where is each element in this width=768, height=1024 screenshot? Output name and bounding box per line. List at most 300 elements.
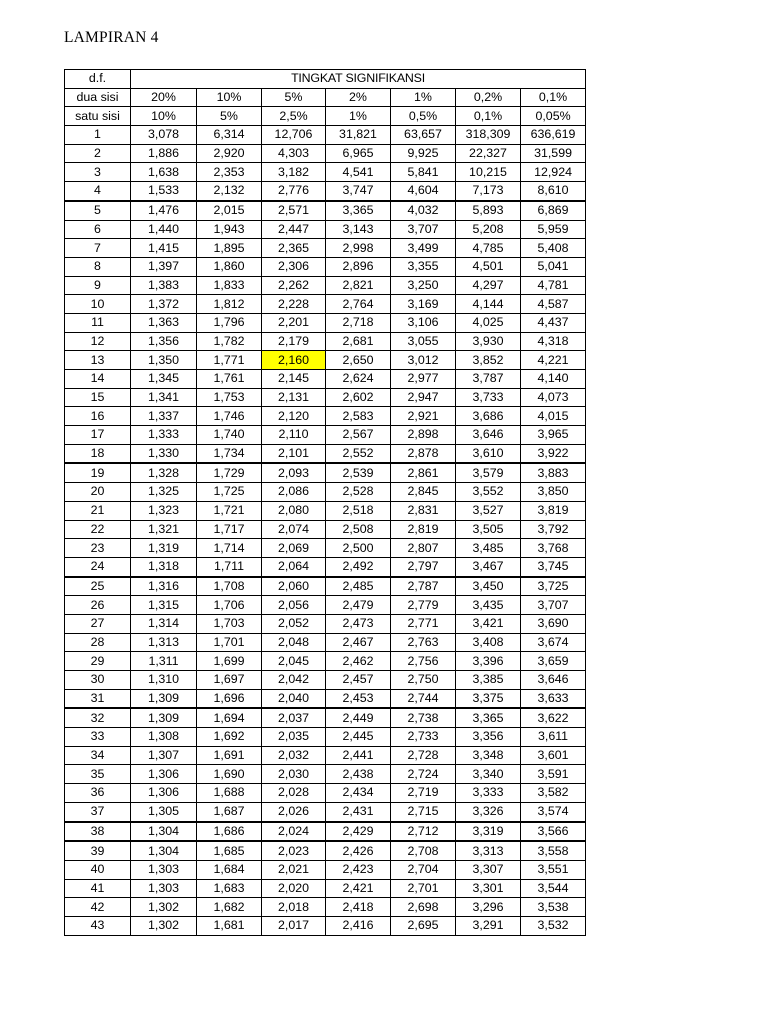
value-cell: 2,898 [391, 426, 456, 445]
value-cell: 4,541 [326, 163, 391, 182]
value-cell: 2,821 [326, 276, 391, 295]
value-cell: 3,707 [521, 596, 586, 615]
value-cell: 1,860 [197, 257, 262, 276]
table-row [65, 144, 586, 163]
value-cell: 1,306 [131, 784, 197, 803]
significance-header: TINGKAT SIGNIFIKANSI [131, 70, 586, 89]
value-cell: 4,221 [521, 351, 586, 370]
value-cell: 4,297 [456, 276, 521, 295]
df-cell: 13 [65, 351, 131, 370]
value-cell: 5,893 [456, 201, 521, 220]
value-cell: 2,787 [391, 577, 456, 596]
value-cell: 2,650 [326, 351, 391, 370]
value-cell: 2,698 [391, 898, 456, 917]
value-cell: 1,330 [131, 444, 197, 463]
value-cell: 2,418 [326, 898, 391, 917]
df-cell: 9 [65, 276, 131, 295]
df-cell: 28 [65, 633, 131, 652]
header-row-title [65, 70, 586, 89]
value-cell: 1,304 [131, 841, 197, 860]
table-row [65, 860, 586, 879]
value-cell: 3,319 [456, 822, 521, 842]
value-cell: 2,040 [262, 689, 326, 708]
value-cell: 2,797 [391, 557, 456, 576]
table-row [65, 163, 586, 182]
df-cell: 23 [65, 539, 131, 558]
table-row [65, 784, 586, 803]
value-cell: 1,886 [131, 144, 197, 163]
value-cell: 1,943 [197, 220, 262, 239]
value-cell: 2,845 [391, 483, 456, 502]
value-cell: 4,587 [521, 295, 586, 314]
two-tail-level: 1% [391, 88, 456, 107]
value-cell: 1,314 [131, 614, 197, 633]
table-row [65, 822, 586, 842]
df-cell: 1 [65, 126, 131, 145]
value-cell: 3,301 [456, 879, 521, 898]
table-row [65, 370, 586, 389]
value-cell: 4,437 [521, 313, 586, 332]
value-cell: 3,527 [456, 501, 521, 520]
t-distribution-table [64, 69, 586, 936]
value-cell: 2,479 [326, 596, 391, 615]
two-tail-level: 0,2% [456, 88, 521, 107]
table-row [65, 520, 586, 539]
value-cell: 2,365 [262, 239, 326, 258]
value-cell: 2,032 [262, 746, 326, 765]
value-cell: 1,714 [197, 539, 262, 558]
value-cell: 1,734 [197, 444, 262, 463]
table-row [65, 388, 586, 407]
value-cell: 1,316 [131, 577, 197, 596]
value-cell: 1,690 [197, 765, 262, 784]
value-cell: 3,499 [391, 239, 456, 258]
table-row [65, 708, 586, 727]
value-cell: 4,025 [456, 313, 521, 332]
value-cell: 1,761 [197, 370, 262, 389]
table-row [65, 765, 586, 784]
value-cell: 2,977 [391, 370, 456, 389]
value-cell: 2,500 [326, 539, 391, 558]
value-cell: 3,659 [521, 652, 586, 671]
value-cell: 3,291 [456, 916, 521, 935]
value-cell: 2,602 [326, 388, 391, 407]
table-row [65, 276, 586, 295]
value-cell: 12,706 [262, 126, 326, 145]
table-row [65, 577, 586, 596]
value-cell: 2,026 [262, 802, 326, 821]
value-cell: 1,721 [197, 501, 262, 520]
value-cell: 6,965 [326, 144, 391, 163]
value-cell: 2,695 [391, 916, 456, 935]
value-cell: 2,861 [391, 463, 456, 482]
value-cell: 3,485 [456, 539, 521, 558]
value-cell: 3,610 [456, 444, 521, 463]
value-cell: 1,725 [197, 483, 262, 502]
value-cell: 2,920 [197, 144, 262, 163]
value-cell: 1,638 [131, 163, 197, 182]
value-cell: 2,771 [391, 614, 456, 633]
value-cell: 3,106 [391, 313, 456, 332]
value-cell: 2,074 [262, 520, 326, 539]
value-cell: 1,310 [131, 671, 197, 690]
value-cell: 4,501 [456, 257, 521, 276]
df-cell: 11 [65, 313, 131, 332]
one-tail-level: 0,05% [521, 107, 586, 126]
value-cell: 1,740 [197, 426, 262, 445]
value-cell: 2,701 [391, 879, 456, 898]
df-cell: 38 [65, 822, 131, 842]
value-cell: 3,922 [521, 444, 586, 463]
value-cell: 1,533 [131, 182, 197, 201]
value-cell: 3,326 [456, 802, 521, 821]
value-cell: 1,703 [197, 614, 262, 633]
value-cell: 1,782 [197, 332, 262, 351]
value-cell: 2,179 [262, 332, 326, 351]
value-cell: 1,691 [197, 746, 262, 765]
value-cell: 3,646 [456, 426, 521, 445]
table-row [65, 444, 586, 463]
value-cell: 1,323 [131, 501, 197, 520]
value-cell: 1,305 [131, 802, 197, 821]
value-cell: 2,023 [262, 841, 326, 860]
value-cell: 3,385 [456, 671, 521, 690]
table-row [65, 182, 586, 201]
df-cell: 2 [65, 144, 131, 163]
table-row [65, 257, 586, 276]
value-cell: 2,492 [326, 557, 391, 576]
value-cell: 2,947 [391, 388, 456, 407]
two-tail-level: 10% [197, 88, 262, 107]
value-cell: 3,819 [521, 501, 586, 520]
value-cell: 1,303 [131, 860, 197, 879]
table-row [65, 633, 586, 652]
value-cell: 4,781 [521, 276, 586, 295]
value-cell: 1,681 [197, 916, 262, 935]
value-cell: 3,579 [456, 463, 521, 482]
value-cell: 3,313 [456, 841, 521, 860]
value-cell: 3,787 [456, 370, 521, 389]
df-cell: 8 [65, 257, 131, 276]
value-cell: 1,708 [197, 577, 262, 596]
table-row [65, 313, 586, 332]
value-cell: 2,998 [326, 239, 391, 258]
value-cell: 5,841 [391, 163, 456, 182]
value-cell: 2,431 [326, 802, 391, 821]
value-cell: 4,073 [521, 388, 586, 407]
value-cell: 2,896 [326, 257, 391, 276]
value-cell: 3,408 [456, 633, 521, 652]
table-row [65, 916, 586, 935]
df-cell: 22 [65, 520, 131, 539]
value-cell: 2,426 [326, 841, 391, 860]
value-cell: 2,624 [326, 370, 391, 389]
header-row-two-tail [65, 88, 586, 107]
value-cell: 6,314 [197, 126, 262, 145]
value-cell: 2,708 [391, 841, 456, 860]
value-cell: 1,415 [131, 239, 197, 258]
value-cell: 3,355 [391, 257, 456, 276]
value-cell: 1,319 [131, 539, 197, 558]
df-header: d.f. [65, 70, 131, 89]
value-cell: 3,296 [456, 898, 521, 917]
value-cell: 1,694 [197, 708, 262, 727]
value-cell: 2,718 [326, 313, 391, 332]
value-cell: 2,306 [262, 257, 326, 276]
value-cell: 2,467 [326, 633, 391, 652]
value-cell: 1,397 [131, 257, 197, 276]
value-cell: 1,337 [131, 407, 197, 426]
value-cell: 3,467 [456, 557, 521, 576]
table-body [65, 70, 586, 936]
df-cell: 24 [65, 557, 131, 576]
value-cell: 10,215 [456, 163, 521, 182]
value-cell: 3,646 [521, 671, 586, 690]
value-cell: 2,131 [262, 388, 326, 407]
one-tail-level: 0,1% [456, 107, 521, 126]
value-cell: 1,304 [131, 822, 197, 842]
value-cell: 2,779 [391, 596, 456, 615]
two-tail-level: 5% [262, 88, 326, 107]
value-cell: 2,738 [391, 708, 456, 727]
value-cell: 1,753 [197, 388, 262, 407]
value-cell: 318,309 [456, 126, 521, 145]
value-cell: 2,539 [326, 463, 391, 482]
value-cell: 1,717 [197, 520, 262, 539]
value-cell: 1,303 [131, 879, 197, 898]
df-cell: 26 [65, 596, 131, 615]
value-cell: 2,086 [262, 483, 326, 502]
value-cell: 2,120 [262, 407, 326, 426]
table-row [65, 126, 586, 145]
table-row [65, 239, 586, 258]
value-cell: 2,724 [391, 765, 456, 784]
two-tail-level: 2% [326, 88, 391, 107]
value-cell: 2,018 [262, 898, 326, 917]
table-row [65, 802, 586, 821]
value-cell: 2,449 [326, 708, 391, 727]
table-row [65, 689, 586, 708]
value-cell: 2,819 [391, 520, 456, 539]
value-cell: 2,750 [391, 671, 456, 690]
value-cell: 3,307 [456, 860, 521, 879]
value-cell: 1,306 [131, 765, 197, 784]
value-cell: 2,080 [262, 501, 326, 520]
df-cell: 32 [65, 708, 131, 727]
value-cell: 2,416 [326, 916, 391, 935]
value-cell: 3,375 [456, 689, 521, 708]
value-cell: 1,341 [131, 388, 197, 407]
value-cell: 1,812 [197, 295, 262, 314]
df-cell: 31 [65, 689, 131, 708]
df-cell: 39 [65, 841, 131, 860]
value-cell: 7,173 [456, 182, 521, 201]
value-cell: 2,776 [262, 182, 326, 201]
df-cell: 6 [65, 220, 131, 239]
df-cell: 16 [65, 407, 131, 426]
value-cell: 2,878 [391, 444, 456, 463]
value-cell: 1,697 [197, 671, 262, 690]
header-row-one-tail [65, 107, 586, 126]
value-cell: 2,457 [326, 671, 391, 690]
value-cell: 2,473 [326, 614, 391, 633]
value-cell: 3,883 [521, 463, 586, 482]
value-cell: 2,831 [391, 501, 456, 520]
value-cell: 5,408 [521, 239, 586, 258]
value-cell: 3,356 [456, 728, 521, 747]
value-cell: 3,690 [521, 614, 586, 633]
value-cell: 3,552 [456, 483, 521, 502]
value-cell: 1,895 [197, 239, 262, 258]
value-cell: 3,078 [131, 126, 197, 145]
value-cell: 1,315 [131, 596, 197, 615]
value-cell: 2,453 [326, 689, 391, 708]
table-row [65, 614, 586, 633]
value-cell: 2,571 [262, 201, 326, 220]
value-cell: 1,307 [131, 746, 197, 765]
table-row [65, 426, 586, 445]
table-row [65, 463, 586, 482]
value-cell: 3,558 [521, 841, 586, 860]
value-cell: 4,318 [521, 332, 586, 351]
table-row [65, 295, 586, 314]
table-row [65, 652, 586, 671]
value-cell: 2,353 [197, 163, 262, 182]
value-cell: 2,423 [326, 860, 391, 879]
value-cell: 2,056 [262, 596, 326, 615]
df-cell: 34 [65, 746, 131, 765]
df-cell: 18 [65, 444, 131, 463]
value-cell: 2,021 [262, 860, 326, 879]
value-cell: 1,729 [197, 463, 262, 482]
value-cell: 31,821 [326, 126, 391, 145]
value-cell: 1,311 [131, 652, 197, 671]
table-row [65, 746, 586, 765]
value-cell: 2,429 [326, 822, 391, 842]
value-cell: 2,733 [391, 728, 456, 747]
value-cell: 2,567 [326, 426, 391, 445]
df-cell: 15 [65, 388, 131, 407]
table-row [65, 201, 586, 220]
value-cell: 2,756 [391, 652, 456, 671]
value-cell: 3,421 [456, 614, 521, 633]
value-cell: 1,383 [131, 276, 197, 295]
value-cell: 12,924 [521, 163, 586, 182]
value-cell: 2,015 [197, 201, 262, 220]
df-cell: 41 [65, 879, 131, 898]
df-cell: 36 [65, 784, 131, 803]
page-heading: LAMPIRAN 4 [64, 29, 159, 46]
value-cell: 3,582 [521, 784, 586, 803]
value-cell: 1,699 [197, 652, 262, 671]
df-cell: 4 [65, 182, 131, 201]
df-cell: 21 [65, 501, 131, 520]
value-cell: 2,132 [197, 182, 262, 201]
table-row [65, 220, 586, 239]
df-cell: 20 [65, 483, 131, 502]
value-cell: 3,333 [456, 784, 521, 803]
value-cell: 1,302 [131, 898, 197, 917]
value-cell: 3,745 [521, 557, 586, 576]
value-cell: 2,715 [391, 802, 456, 821]
value-cell: 3,591 [521, 765, 586, 784]
value-cell: 3,850 [521, 483, 586, 502]
value-cell: 3,601 [521, 746, 586, 765]
value-cell: 6,869 [521, 201, 586, 220]
value-cell: 2,024 [262, 822, 326, 842]
value-cell: 2,228 [262, 295, 326, 314]
value-cell: 3,707 [391, 220, 456, 239]
table-row [65, 539, 586, 558]
value-cell: 3,348 [456, 746, 521, 765]
one-tail-level: 10% [131, 107, 197, 126]
one-tail-level: 1% [326, 107, 391, 126]
value-cell: 2,518 [326, 501, 391, 520]
table-row [65, 879, 586, 898]
value-cell: 3,365 [456, 708, 521, 727]
value-cell: 3,725 [521, 577, 586, 596]
table-row [65, 351, 586, 370]
value-cell: 2,145 [262, 370, 326, 389]
value-cell: 2,101 [262, 444, 326, 463]
value-cell: 4,303 [262, 144, 326, 163]
value-cell: 4,785 [456, 239, 521, 258]
df-cell: 19 [65, 463, 131, 482]
value-cell: 3,532 [521, 916, 586, 935]
value-cell: 3,396 [456, 652, 521, 671]
value-cell: 1,363 [131, 313, 197, 332]
value-cell: 1,372 [131, 295, 197, 314]
value-cell: 2,042 [262, 671, 326, 690]
value-cell: 2,807 [391, 539, 456, 558]
value-cell: 2,447 [262, 220, 326, 239]
value-cell: 31,599 [521, 144, 586, 163]
value-cell: 2,060 [262, 577, 326, 596]
value-cell: 2,035 [262, 728, 326, 747]
value-cell: 3,574 [521, 802, 586, 821]
value-cell: 2,030 [262, 765, 326, 784]
value-cell: 3,143 [326, 220, 391, 239]
table-row [65, 483, 586, 502]
df-cell: 30 [65, 671, 131, 690]
df-cell: 7 [65, 239, 131, 258]
value-cell: 2,681 [326, 332, 391, 351]
value-cell: 1,696 [197, 689, 262, 708]
value-cell: 3,633 [521, 689, 586, 708]
value-cell: 2,763 [391, 633, 456, 652]
df-cell: 25 [65, 577, 131, 596]
value-cell: 2,462 [326, 652, 391, 671]
value-cell: 1,833 [197, 276, 262, 295]
value-cell: 3,551 [521, 860, 586, 879]
value-cell: 1,321 [131, 520, 197, 539]
value-cell: 1,313 [131, 633, 197, 652]
value-cell: 2,037 [262, 708, 326, 727]
value-cell: 3,747 [326, 182, 391, 201]
value-cell: 2,712 [391, 822, 456, 842]
value-cell: 2,583 [326, 407, 391, 426]
table-row [65, 728, 586, 747]
value-cell: 1,701 [197, 633, 262, 652]
two-tail-label: dua sisi [65, 88, 131, 107]
value-cell: 1,682 [197, 898, 262, 917]
value-cell: 636,619 [521, 126, 586, 145]
value-cell: 3,622 [521, 708, 586, 727]
value-cell: 3,852 [456, 351, 521, 370]
df-cell: 5 [65, 201, 131, 220]
df-cell: 27 [65, 614, 131, 633]
value-cell: 2,048 [262, 633, 326, 652]
